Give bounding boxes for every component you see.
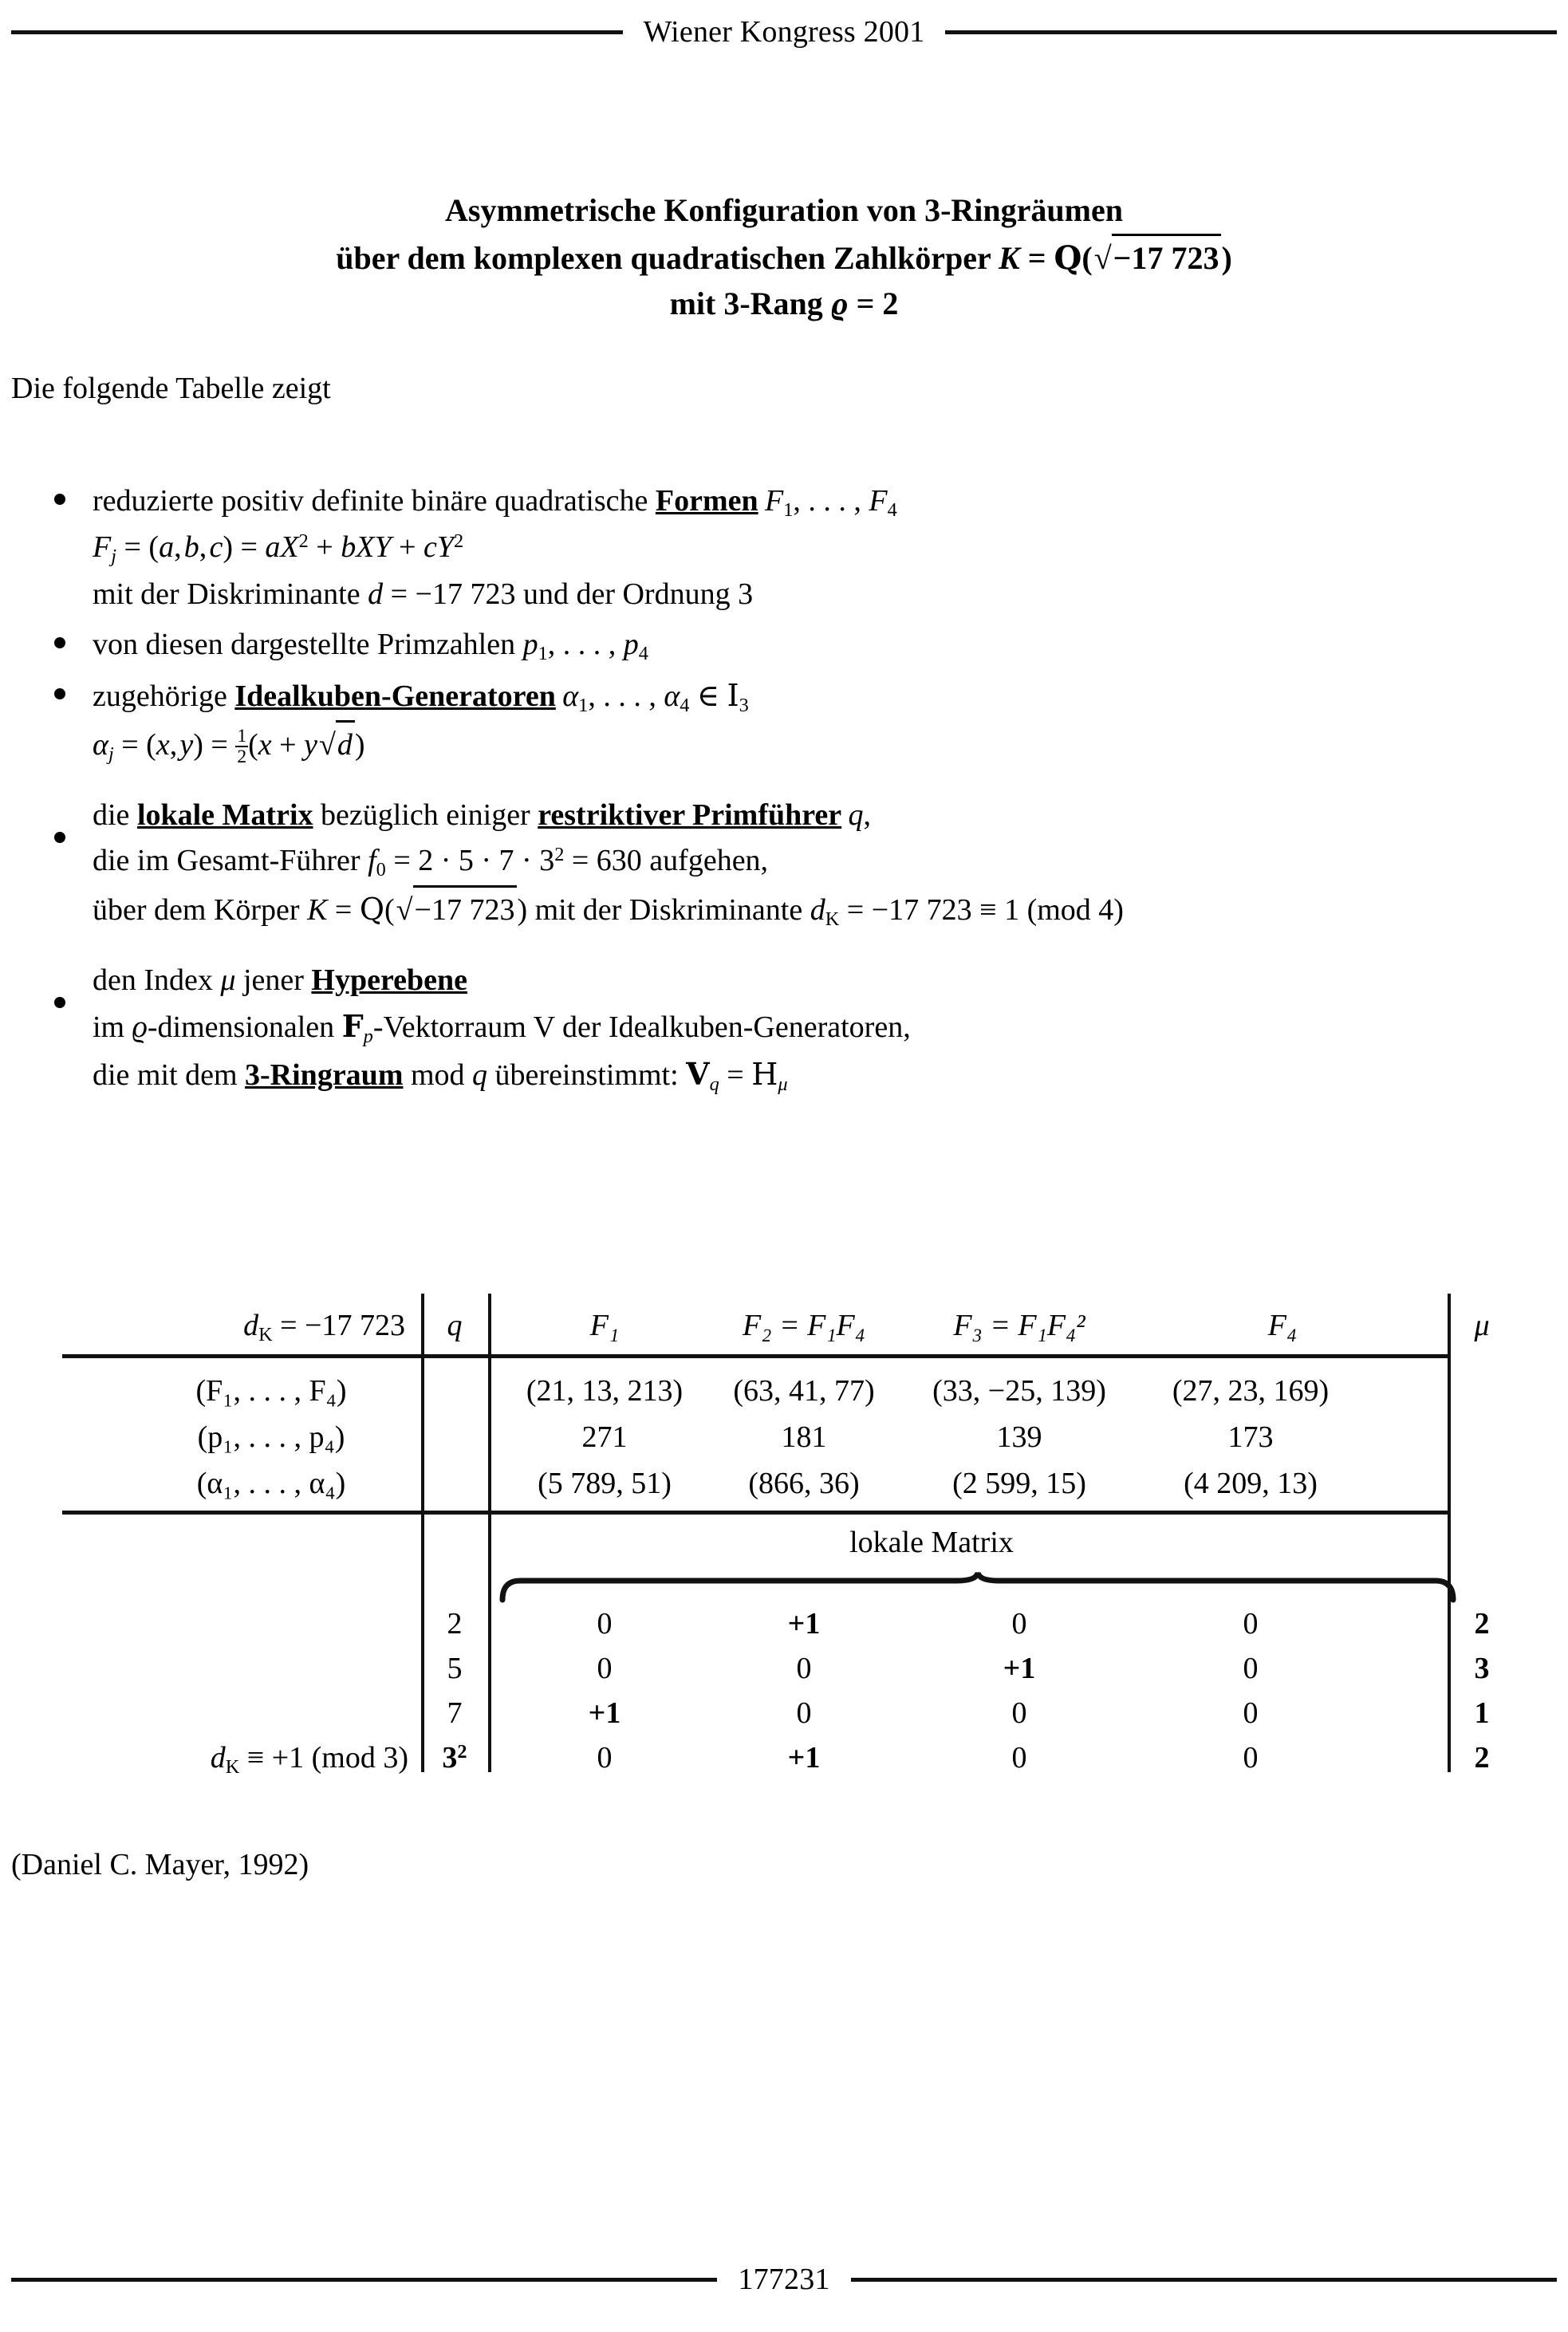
congruence-value: ≡ +1 (mod 3) [239, 1741, 408, 1775]
rationals-symbol: Q [1054, 238, 1082, 277]
table-header-f1: F₁ [589, 1309, 620, 1342]
table-rule-mid [62, 1511, 1450, 1515]
one-half-fraction: $\frac{1}{2}$ [237, 725, 247, 767]
form-symbol-f4: F [869, 484, 888, 518]
index-label: den Index [93, 963, 221, 997]
bullet-item-primes [41, 622, 1565, 668]
bullet-dot-icon [54, 688, 65, 699]
congruence-d-index: K [225, 1755, 240, 1778]
table-cell-prime-3: 139 [996, 1420, 1042, 1454]
ringspace-tail: übereinstimmt: [487, 1058, 687, 1093]
matrix-cell-1-3: 0 [1011, 1607, 1027, 1641]
matrix-cell-3-1: +1 [588, 1696, 621, 1730]
matrix-cell-4-4: 0 [1243, 1741, 1259, 1775]
prime-index-4: 4 [638, 642, 648, 664]
sqrt-icon: √d [317, 720, 355, 768]
running-foot-rule-left [11, 2278, 717, 2282]
finite-field-symbol: F [341, 1007, 364, 1044]
matrix-text-a: die [93, 798, 137, 833]
discriminant-symbol-dK: d [810, 892, 825, 927]
title-line-2-text: über dem komplexen quadratischen Zahlkörper [336, 239, 999, 276]
matrix-cell-4-1: 0 [597, 1741, 613, 1775]
conductor-value: = 630 aufgehen, [564, 844, 769, 878]
rho-symbol: ϱ [830, 285, 849, 321]
author-credit: (Daniel C. Mayer, 1992) [11, 1848, 309, 1881]
intro-text: Die folgende Tabelle zeigt [11, 372, 331, 405]
conductor-exponent: 2 [554, 844, 565, 866]
matrix-cell-1-2: +1 [787, 1607, 821, 1641]
table-cell-form-2: (63, 41, 77) [733, 1374, 875, 1408]
running-foot [0, 2262, 1568, 2297]
hyperplane-index: μ [778, 1073, 788, 1095]
alpha-symbol-1: α [562, 679, 579, 713]
bullet-forms-line-3 [93, 572, 1565, 617]
table-rule-top [62, 1354, 1450, 1358]
hyperplane-symbol: H [751, 1057, 778, 1093]
conductor-symbol-q: q [472, 1058, 488, 1093]
bullet-item-forms [41, 479, 1565, 617]
running-head-rule-right [945, 30, 1557, 34]
table-header-f2: F₂ = F₁F₄ [743, 1309, 865, 1342]
running-head-title: Wiener Kongress 2001 [643, 15, 925, 49]
title-line-2: über dem komplexen quadratischen Zahlkörper K = Q(√−17 723) [0, 234, 1568, 282]
running-head [0, 14, 1568, 49]
rho-symbol: ϱ [132, 1010, 148, 1044]
vectorspace-pre: im [93, 1010, 132, 1044]
matrix-cell-2-1: 0 [597, 1652, 613, 1685]
element-of-symbol: ∈ [689, 679, 727, 713]
table-cell-prime-2: 181 [781, 1420, 827, 1454]
keyword-restriktiver-primfuehrer: restriktiver Primführer [538, 798, 842, 833]
keyword-3-ringraum: 3-Ringraum [245, 1058, 404, 1093]
ringspace-pre: die mit dem [93, 1058, 246, 1093]
matrix-row-q-3: 7 [447, 1696, 463, 1730]
discriminant-congruence: = −17 723 ≡ 1 (mod 4) [839, 892, 1124, 927]
table-vrule-q-left [421, 1294, 424, 1772]
form-ellipsis: , . . . , [793, 484, 869, 518]
conductor-label: die im Gesamt-Führer [93, 844, 368, 878]
bullet-dot-icon [54, 832, 65, 843]
table-cell-alpha-3: (2 599, 15) [952, 1467, 1086, 1500]
matrix-cell-4-2: +1 [787, 1741, 821, 1775]
keyword-formen: Formen [655, 484, 758, 518]
bullet-matrix-line-1 [93, 793, 1565, 838]
alpha-symbol-4: α [664, 679, 680, 713]
bullet-dot-icon [54, 637, 65, 648]
idealcube-group-symbol: I [727, 677, 739, 713]
prime-index-1: 1 [538, 642, 548, 664]
bullet-hyperplane-line-2 [93, 1003, 1565, 1051]
congruence-d-symbol: d [210, 1741, 226, 1775]
discriminant-value: = −17 723 und der Ordnung 3 [383, 577, 754, 611]
title-line-1: Asymmetrische Konfiguration von 3-Ringräumen [445, 192, 1123, 228]
form-index-4: 4 [887, 498, 897, 521]
table-header-f3: F₃ = F₁F₄² [953, 1309, 1085, 1342]
corner-d-value: = −17 723 [272, 1309, 405, 1342]
field-label: über dem Körper [93, 892, 308, 927]
conductor-index: 0 [376, 859, 386, 881]
bullet-forms-line-1 [93, 479, 1565, 525]
table-cell-form-4: (27, 23, 169) [1172, 1374, 1330, 1408]
row-label-congruence [211, 1740, 408, 1779]
bullet-hyperplane-line-1 [93, 958, 1565, 1003]
overbrace-icon [499, 1571, 1456, 1603]
rationals-symbol: Q [359, 891, 385, 927]
form-symbol-f1: F [764, 484, 784, 518]
idealcube-group-index: 3 [739, 694, 749, 716]
form-index-1: 1 [783, 498, 794, 521]
alpha-ellipsis: , . . . , [588, 679, 664, 713]
title-rank-value: = 2 [848, 285, 899, 321]
hyperplane-mid-text: jener [235, 963, 312, 997]
bullet-generators-line-2: $\alpha_j = (x$, y) = $\frac{1}{2}$ (x + y√d) [93, 720, 1565, 769]
vectorspace-symbol: V [686, 1056, 710, 1093]
keyword-lokale-matrix: lokale Matrix [136, 798, 313, 833]
matrix-cell-3-3: 0 [1011, 1696, 1027, 1730]
header-q-symbol: q [447, 1309, 463, 1342]
local-matrix-caption: lokale Matrix [849, 1526, 1014, 1559]
matrix-row-q-4: $3^2$ [442, 1740, 467, 1775]
matrix-mu-4: 2 [1474, 1741, 1490, 1775]
bullet-hyperplane-line-3 [93, 1051, 1565, 1099]
conductor-factorization: = 2 · 5 · 7 · 3 [385, 844, 555, 878]
title-line-3 [0, 282, 1568, 327]
discriminant-symbol: d [368, 577, 384, 611]
matrix-mu-1: 2 [1474, 1607, 1490, 1641]
table-corner-label [243, 1308, 405, 1346]
title-field-symbol: K [999, 239, 1020, 276]
vectorspace-tail: -Vektorraum V der Idealkuben-Generatoren, [372, 1010, 911, 1044]
vectorspace-mid: -dimensionalen [147, 1010, 342, 1044]
table-cell-form-1: (21, 13, 213) [526, 1374, 684, 1408]
alpha-index-1: 1 [578, 694, 589, 716]
matrix-cell-2-2: 0 [796, 1652, 812, 1685]
data-table [62, 1294, 1490, 1778]
field-mid-text: mit der Diskriminante [527, 892, 810, 927]
corner-d-symbol: d [243, 1309, 259, 1342]
sqrt-icon: √−17 723 [395, 885, 518, 933]
field-radicand: −17 723 [413, 885, 518, 933]
matrix-cell-3-4: 0 [1243, 1696, 1259, 1730]
row-label-forms: (F₁, . . . , F₄) [195, 1374, 347, 1408]
bullet-forms-line-2: $F_j = (a$, b, $c) = aX^2$ + bXY + $cY^2$ [93, 530, 464, 568]
table-vrule-mu [1448, 1294, 1451, 1772]
bullet-dot-icon [54, 494, 65, 505]
keyword-hyperebene: Hyperebene [311, 963, 468, 997]
table-cell-alpha-2: (866, 36) [748, 1467, 860, 1500]
bullet-primes-line [93, 622, 1565, 668]
vectorspace-index: q [709, 1073, 719, 1095]
generators-label: zugehörige [93, 679, 235, 713]
bullet-item-local-matrix [41, 793, 1565, 934]
feature-bullet-list [41, 479, 1565, 1104]
field-equals: = [327, 892, 360, 927]
bullet-item-hyperplane [41, 958, 1565, 1100]
running-head-rule-left [11, 30, 623, 34]
table-cell-prime-4: 173 [1227, 1420, 1274, 1454]
conductor-symbol-f: f [368, 844, 376, 878]
mu-symbol: μ [220, 963, 236, 997]
title-equals: = [1019, 239, 1054, 276]
table-header-f4: F₄ [1267, 1309, 1298, 1342]
discriminant-label: mit der Diskriminante [93, 577, 368, 611]
matrix-cell-4-3: 0 [1011, 1741, 1027, 1775]
table-vrule-q-right [488, 1294, 491, 1772]
page-title [0, 188, 1568, 326]
primes-label: von diesen dargestellte Primzahlen [93, 627, 523, 661]
bullet-generators-line-1 [93, 673, 1565, 720]
bullet-dot-icon [54, 997, 65, 1008]
field-symbol-K: K [307, 892, 328, 927]
row-label-alphas: (α₁, . . . , α₄) [196, 1467, 346, 1500]
title-radicand: −17 723 [1112, 234, 1222, 282]
matrix-mu-3: 1 [1474, 1696, 1490, 1730]
matrix-row-q-1: 2 [447, 1607, 463, 1641]
matrix-text-b: bezüglich einiger [313, 798, 538, 833]
page-number: 177231 [738, 2263, 830, 2296]
table-cell-prime-1: 271 [581, 1420, 628, 1454]
table-cell-alpha-4: (4 209, 13) [1184, 1467, 1318, 1500]
matrix-cell-1-4: 0 [1243, 1607, 1259, 1641]
bullet-item-generators [41, 673, 1565, 770]
table-header-mu: μ [1474, 1309, 1490, 1342]
prime-ellipsis: , . . . , [547, 627, 624, 661]
matrix-cell-3-2: 0 [796, 1696, 812, 1730]
table-cell-alpha-1: (5 789, 51) [538, 1467, 672, 1500]
matrix-mu-2: 3 [1474, 1652, 1490, 1685]
prime-symbol-1: p [522, 627, 538, 661]
ringspace-mod: mod [403, 1058, 473, 1093]
sqrt-icon: √−17 723 [1093, 234, 1222, 282]
matrix-text-comma: , [863, 798, 872, 833]
matrix-row-q-2: 5 [447, 1652, 463, 1685]
conductor-symbol-q: q [848, 798, 864, 833]
matrix-cell-2-3: +1 [1003, 1652, 1036, 1685]
bullet-matrix-line-3: über dem Körper K = Q(√−17 723) mit der Diskriminante $d_K = -17$ 723 ≡ 1 (mod 4) [93, 885, 1565, 934]
keyword-idealkuben-generatoren: Idealkuben-Generatoren [234, 679, 556, 713]
prime-symbol-4: p [623, 627, 639, 661]
alpha-index-4: 4 [680, 694, 690, 716]
bullet-forms-text: reduzierte positiv definite binäre quadratische [93, 484, 656, 518]
finite-field-index: p [363, 1025, 373, 1047]
table-cell-form-3: (33, −25, 139) [932, 1374, 1106, 1408]
table-header-q [447, 1308, 463, 1343]
ringspace-equals: = [719, 1058, 752, 1093]
title-rank-label: mit 3-Rang [669, 285, 831, 321]
corner-d-index: K [258, 1323, 273, 1345]
row-label-primes: (p₁, . . . , p₄) [197, 1420, 345, 1454]
matrix-cell-1-1: 0 [597, 1607, 613, 1641]
matrix-cell-2-4: 0 [1243, 1652, 1259, 1685]
bullet-matrix-line-2 [93, 838, 1565, 884]
running-foot-rule-right [851, 2278, 1557, 2282]
discriminant-index-K: K [825, 908, 840, 930]
